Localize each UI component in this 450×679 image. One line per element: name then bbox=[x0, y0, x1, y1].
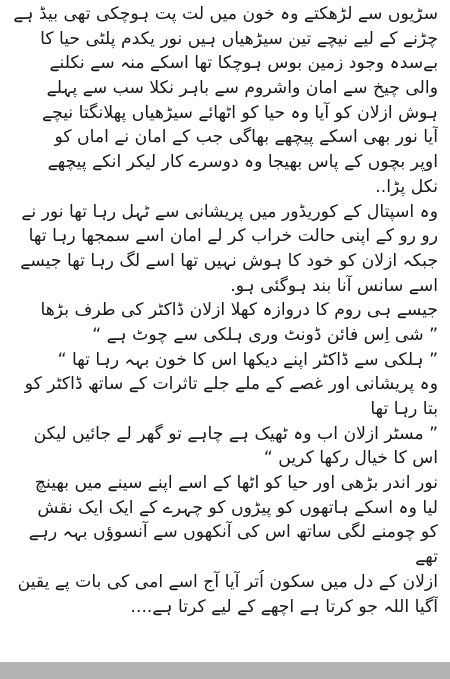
text-line: بےسدہ وجود زمین بوس ہوچکا تھا اسکے منہ سے نکلنے bbox=[49, 53, 438, 74]
text-line: آیا نور بھی اسکے پیچھے بھاگی جب کے امان نے اماں کو bbox=[54, 127, 438, 148]
text-line: تھے bbox=[415, 547, 438, 568]
text-line: ” مسٹر ازلان اب وہ ٹھیک ہے چاہے تو گھر لے جائیں لیکن bbox=[33, 423, 438, 444]
text-line: ” ہلکی سے ڈاکٹر اپنے دیکھا اس کا خون بہہ رہا تھا “ bbox=[57, 349, 438, 370]
text-line: ازلان کے دل میں سکون اُتر آیا آج اسے امی کی بات پے یقین bbox=[17, 571, 438, 592]
text-line: رو رو کے اپنی حالت خراب کر لے امان اسے سمجھا رہا تھا bbox=[28, 226, 438, 247]
text-line: آگیا اللہ جو کرتا ہے اچھے کے لیے کرتا ہے.... bbox=[130, 596, 438, 617]
text-line: اسے سانس آنا بند ہوگئی ہو. bbox=[230, 275, 438, 296]
text-line: بتا رہا تھا bbox=[370, 399, 438, 419]
text-line: جیسے ہی روم کا دروازہ کھلا ازلان ڈاکٹر کی طرف بڑھا bbox=[40, 300, 438, 321]
text-line: لیا وہ اسکے ہاتھوں کو پیڑوں کو چہرے کے ایک ایک نقش bbox=[37, 497, 438, 518]
text-line: وہ اسپتال کے کوریڈور میں پریشانی سے ٹہل رہا تھا نور نے bbox=[21, 201, 438, 222]
bottom-bar bbox=[0, 662, 450, 679]
text-line: چڑنے کے لیے نیچے تین سیڑھیاں ہیں نور یکدم پلٹی حیا کا bbox=[40, 28, 438, 49]
text-line: والی چیخ سے امان واشروم سے باہر نکلا سب سے پہلے bbox=[46, 78, 438, 99]
text-line: نور اندر بڑھی اور حیا کو اٹھا کے اسے اپنے سینے میں بھینچ bbox=[34, 473, 438, 494]
text-line: سڑیوں سے لڑھکتے وہ خون میں لت پت ہوچکی تھی بیڈ ہے bbox=[13, 4, 438, 24]
text-line: اوپر بچوں کے پاس بھیجا وہ دوسرے کار لیکر انکے پیچھے bbox=[47, 152, 438, 173]
text-line: وہ پریشانی اور غصے کے ملے جلے تاثرات کے ساتھ ڈاکٹر کو bbox=[24, 374, 438, 395]
text-line: نکل پڑا.. bbox=[375, 176, 438, 197]
text-line: ہوش ازلان کو آیا وہ حیا کو اٹھائے سیڑھیاں پھلانگتا نیچے bbox=[42, 102, 438, 123]
text-line: جبکہ ازلان کو خود کا ہوش نہیں تھا اسے لگ رہا تھا جیسے bbox=[20, 250, 438, 271]
text-line: ” شی اِس فائن ڈونٹ وری ہلکی سے چوٹ ہے “ bbox=[92, 324, 438, 345]
text-line: اس کا خیال رکھا کریں “ bbox=[263, 448, 438, 469]
text-line: کو چومنے لگی ساتھ اس کی آنکھوں سے آنسوؤں بہہ رہے bbox=[28, 522, 438, 543]
